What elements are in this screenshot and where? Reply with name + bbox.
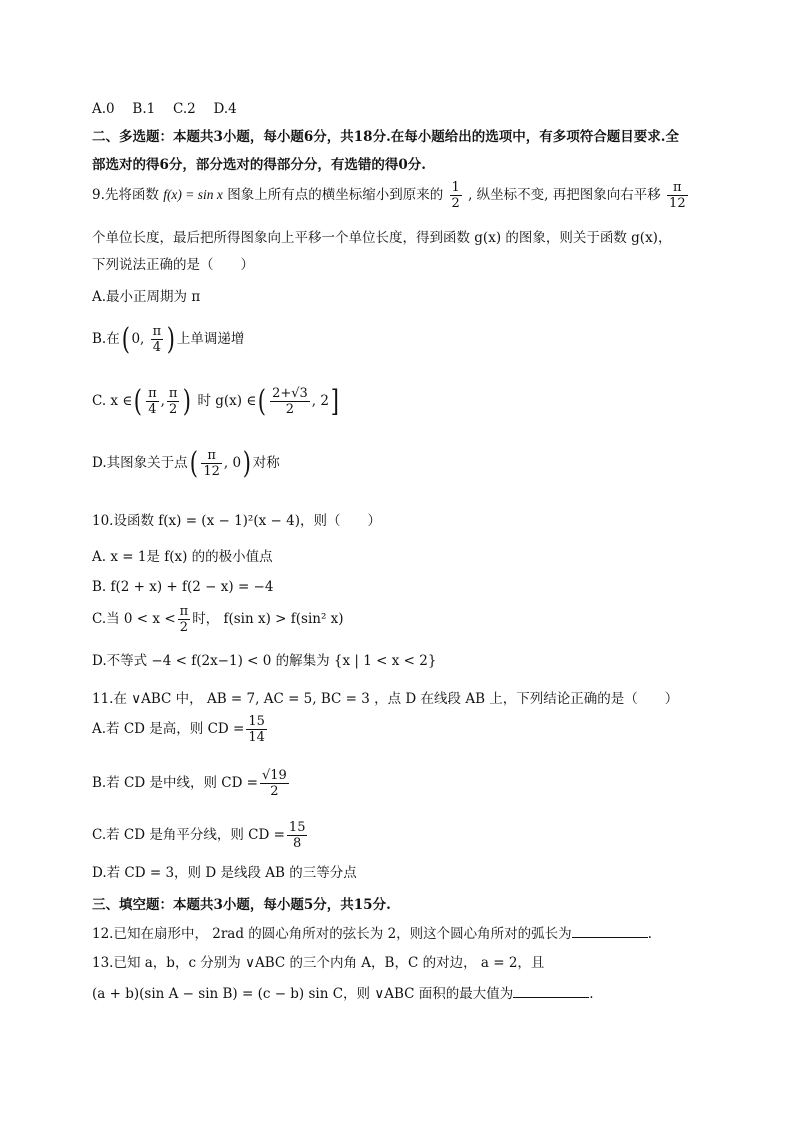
q9-text-c: , 纵坐标不变, 再把图象向右平移 — [468, 187, 661, 203]
q13-line2: (a + b)(sin A − sin B) = (c − b) sin C，则 ∨ABC 面积的最大值为 . — [92, 986, 594, 1002]
q9-fraction-half: $\frac{1}{2}$ — [451, 180, 460, 211]
q11-option-b: B.若 CD 是中线，则 CD = $\frac{√19}{2}$ — [92, 768, 287, 799]
q9-option-d: D.其图象关于点( $\frac{\pi}{12}$ , 0) 对称 — [92, 445, 280, 481]
q10-option-c: C.当 0 < x < $\frac{\pi}{2}$ 时， f(sin x) > f(sin² x) — [92, 604, 344, 635]
q9-text-a: 9.先将函数 — [92, 187, 159, 203]
q11-option-c: C.若 CD 是角平分线，则 CD = $\frac{15}{8}$ — [92, 820, 306, 851]
q10-option-a: A. x = 1是 f(x) 的的极小值点 — [92, 549, 273, 565]
q13-line1: 13.已知 a，b，c 分别为 ∨ABC 的三个内角 A，B，C 的对边， a = 2，且 — [92, 955, 545, 971]
q12: 12.已知在扇形中， 2rad 的圆心角所对的弦长为 2，则这个圆心角所对的弧长为 . — [92, 926, 652, 942]
q11-stem: 11.在 ∨ABC 中， AB = 7, AC = 5, BC = 3 ，点 D 在线段 AB 上，下列结论正确的是（ ） — [92, 691, 679, 707]
q9-fraction-pi12: $\frac{\pi}{12}$ — [669, 180, 686, 211]
q10-stem: 10.设函数 f(x) = (x − 1)²(x − 4)，则（ ） — [92, 513, 381, 529]
q9-option-b: B.在( 0, $\frac{\pi}{4}$ ) 上单调递增 — [92, 321, 245, 357]
q11-option-a: A.若 CD 是高，则 CD = $\frac{15}{14}$ — [92, 714, 265, 745]
section2-heading-line1: 二、多选题：本题共3小题，每小题6分，共18分.在每小题给出的选项中，有多项符合题目要求.全 — [92, 129, 679, 145]
section2-heading-line2: 部选对的得6分，部分选对的得部分分，有选错的得0分. — [92, 157, 426, 173]
q9-stem-line2: 个单位长度，最后把所得图象向上平移一个单位长度，得到函数 g(x) 的图象，则关于函数 g(x)， — [92, 230, 672, 246]
q9-option-c: C. x ∈( $\frac{\pi}{4}$ , $\frac{\pi}{2}$ ) 时 g(x) ∈( $\frac{2+√3}{2}$ , 2] — [92, 383, 339, 419]
q8-options: A.0 B.1 C.2 D.4 — [92, 101, 237, 117]
q9-option-a: A.最小正周期为 π — [92, 289, 201, 305]
q9-function: f(x) = sin x — [163, 187, 223, 202]
q10-option-d: D.不等式 −4 < f(2x−1) < 0 的解集为 {x | 1 < x < 2} — [92, 653, 437, 669]
q9-text-b: 图象上所有点的横坐标缩小到原来的 — [227, 187, 444, 203]
q11-option-d: D.若 CD = 3，则 D 是线段 AB 的三等分点 — [92, 865, 357, 881]
q9-stem-line3: 下列说法正确的是（ ） — [92, 257, 254, 273]
q9-stem-line1 — [92, 180, 690, 211]
q13-answer-blank[interactable] — [513, 984, 589, 998]
q10-option-b: B. f(2 + x) + f(2 − x) = −4 — [92, 579, 274, 595]
section3-heading: 三、填空题：本题共3小题，每小题5分，共15分. — [92, 897, 391, 913]
q12-answer-blank[interactable] — [572, 924, 648, 938]
